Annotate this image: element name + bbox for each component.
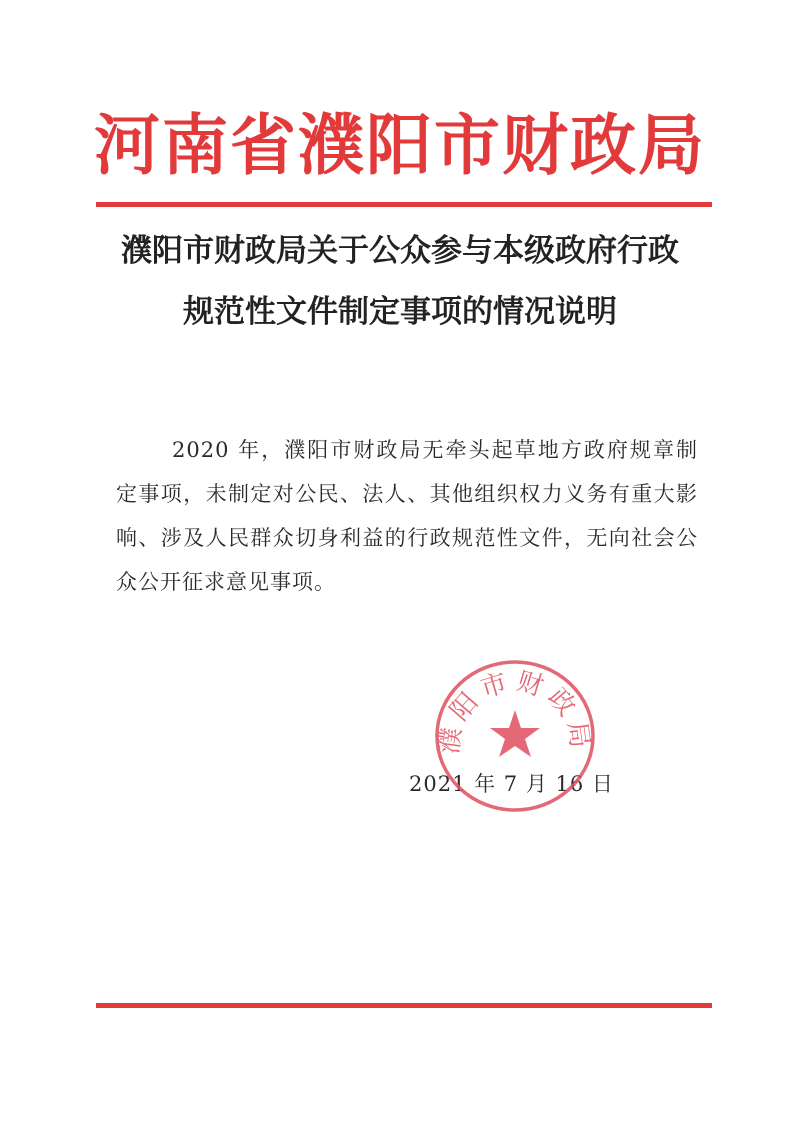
official-seal <box>432 656 598 816</box>
document-date: 2021 年 7 月 16 日 <box>409 772 614 796</box>
seal-text: 濮阳市财政局 <box>434 666 596 756</box>
document-title-line-2: 规范性文件制定事项的情况说明 <box>183 294 617 330</box>
body-paragraph: 2020 年，濮阳市财政局无牵头起草地方政府规章制定事项，未制定对公民、法人、其他组织权力义务有重大影响、涉及人民群众切身利益的行政规范性文件，无向社会公众公开征求意见事项。 <box>116 438 698 594</box>
masthead-title: 河南省濮阳市财政局 <box>94 107 706 184</box>
header-red-rule <box>96 202 712 207</box>
document-title-line-1: 濮阳市财政局关于公众参与本级政府行政 <box>121 233 679 269</box>
star-icon <box>490 710 540 757</box>
footer-red-rule <box>96 1003 712 1008</box>
